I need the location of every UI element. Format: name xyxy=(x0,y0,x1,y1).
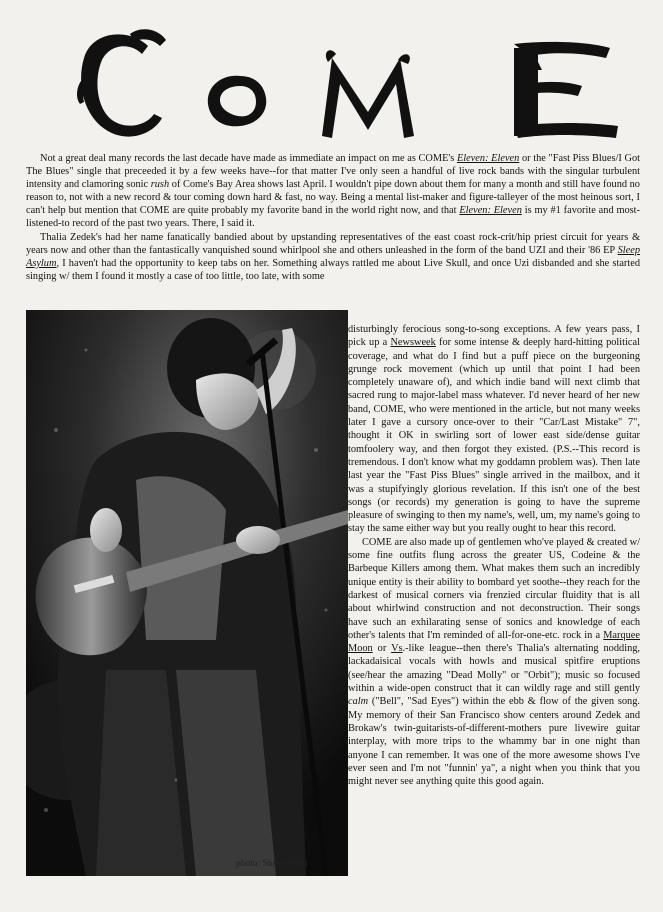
intro-paragraph-2: Thalia Zedek's had her name fanatically bandied about by upstanding representatives of the east coast rock-crit/hip priest circuit for years & years now and other than the fantastically vanquished sound whirlpool she and others unleashed in the form of the band UZI and their '86 EP Sleep Asylum, I haven't had the opportunity to keep tabs on her. Something always rattled me about Live Skull, and once Uzi disbanded and she started singing w/ them I found it mostly a case of too little, too late, with some xyxy=(26,231,640,282)
photo-credit: photo: Sherri Scott xyxy=(236,859,308,869)
column-paragraph-2: COME are also made up of gentlemen who've played & created w/ some fine outfits flung across the greater US, Codeine & the Barbeque Killers among them. What makes them such an incredibly unique entity is their ability to bombard yet soothe--they reach for the darkest of musical corners via frenzied circular fluidity that is all about whirlwind construction and not deconstruction. Their songs have such an exhilarating sense of sonics and knowledge of each other's talents that I'm reminded of all-for-one-etc. rock in a Marquee Moon or Vs.-like league--then there's Thalia's alternating nodding, lackadaisical vocals with howls and musical spitfire eruptions (see/hear the amazing "Dead Molly" or "Orbit"); music so focused within a wide-open construct that it can wildly rage and still gently calm ("Bell", "Sad Eyes") within the ebb & flow of the given song. My memory of their San Francisco show centers around Zedek and Brokaw's twin-guitarists-of-different-mothers pure livewire guitar interplay, with more trips to the whammy bar in one night than anyone I can remember. It was one of the more awesome shows I've ever seen and I'm not "funnin' ya", a night when you think that you might never see anything quite this good again. xyxy=(348,536,641,788)
band-photo xyxy=(26,310,348,876)
header xyxy=(70,18,630,150)
guitarist-photo xyxy=(26,310,348,876)
column-paragraph-1: disturbingly ferocious song-to-song exceptions. A few years pass, I pick up a Newsweek for some intense & deeply hard-hitting political coverage, and what do I find but a puff piece on the burgeoning grunge rock movement (which up until that point I had been completely unaware of), and which indie band will next climb that sacred rung to major-label mass whatever. I'd never heard of her new band, COME, who were mentioned in the article, but not many weeks later I gave a cursory once-over to their "Car/Last Mistake" 7", thought it OK in swirling sort of lower east side/dense guitar tomfoolery way, and then forgot they existed. (P.S.--This record is tremendous. I don't know what my goddamn problem was). Then late last year the "Fast Piss Blues" single arrived in the mailbox, and it was a stupifyingly glorious revelation. If this isn't one of the best songs (or records) my generation is going to have the supreme pleasure of swinging to then my name's, well, um, my name's going to stay the same either way but you really ought to hear this record. xyxy=(348,324,640,535)
intro-paragraph-1: Not a great deal many records the last decade have made as immediate an impact on me as COME's Eleven: Eleven or the "Fast Piss Blues/I Got The Blues" single that preceeded it by a few weeks have--for that matter I've only seen a handful of live rock bands with the singular turbulent intensity and clamoring sonic rush of Come's Bay Area shows last April. I wouldn't pipe down about them for many a month and still have found no reason to, not with a new record & tour coming down hard & fast, no way. Being a mental list-maker and figure-talleyer of the most heinous sort, I can't help but mention that COME are quite probably my favorite band in the world right now, and that Eleven: Eleven is my #1 favorite and most-listened-to record of the past two years. There, I said it. xyxy=(26,153,641,230)
right-column xyxy=(348,323,640,788)
come-logo xyxy=(70,18,630,150)
intro-text xyxy=(26,152,640,283)
